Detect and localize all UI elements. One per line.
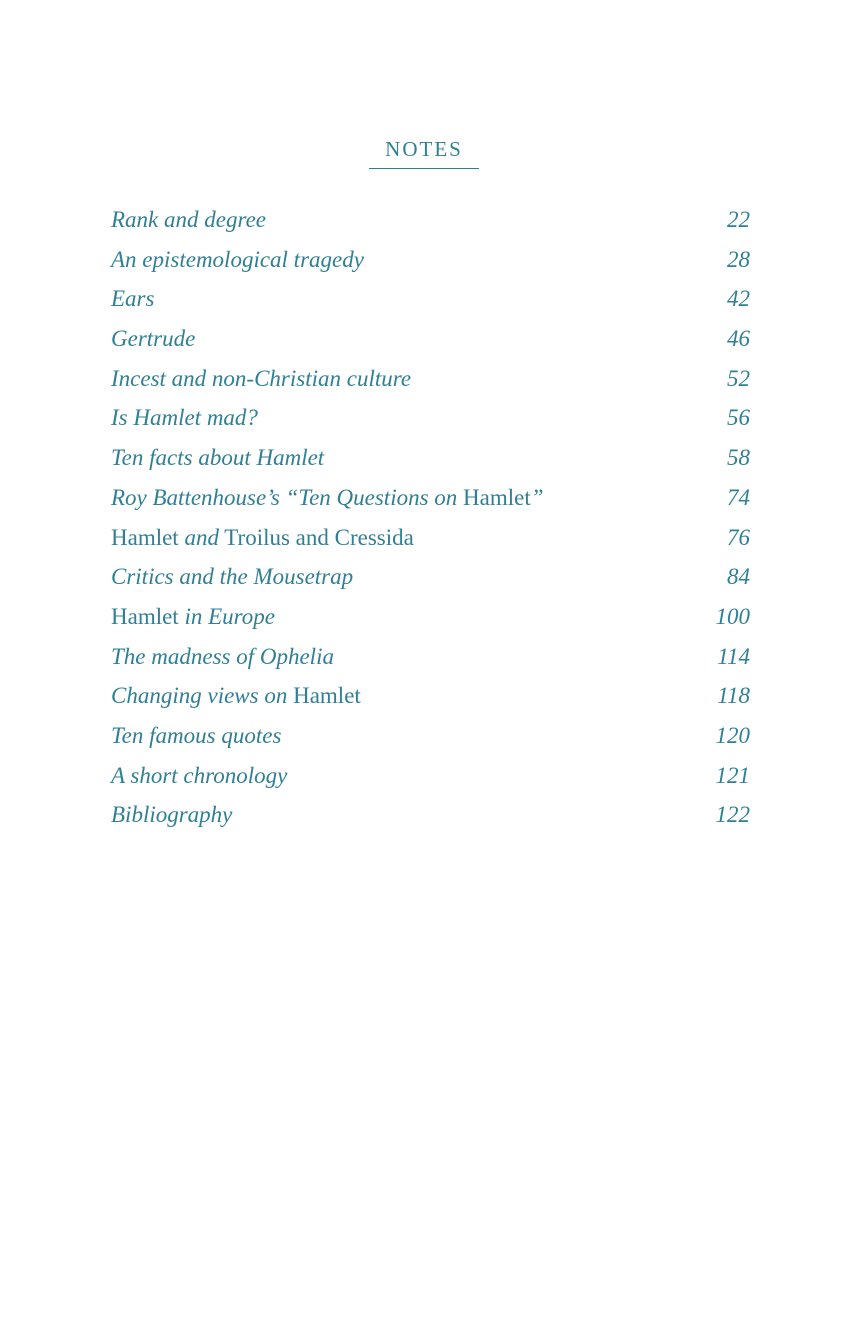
toc-entry-title [111, 797, 232, 833]
toc-entry-title-segment: Hamlet [463, 484, 531, 510]
toc-entry[interactable] [111, 281, 750, 321]
toc-entry-title-segment: Hamlet [111, 524, 185, 550]
toc-entry-title-segment: and [184, 524, 219, 550]
toc-entry[interactable] [111, 361, 750, 401]
notes-list [111, 202, 750, 837]
toc-entry-page-number: 118 [717, 683, 750, 709]
toc-entry[interactable] [111, 639, 750, 679]
toc-entry-title [111, 440, 324, 476]
toc-entry-title [111, 281, 154, 317]
toc-entry-page-number: 84 [727, 564, 750, 590]
toc-entry[interactable] [111, 797, 750, 837]
toc-entry-page-number: 56 [727, 405, 750, 431]
toc-entry[interactable] [111, 758, 750, 798]
toc-entry-title-segment: Ten famous quotes [111, 722, 282, 748]
toc-entry-title [111, 678, 361, 714]
toc-entry[interactable] [111, 400, 750, 440]
toc-entry-title-segment: Hamlet [111, 603, 185, 629]
toc-entry-title-segment: Ears [111, 286, 155, 312]
toc-entry-title [111, 639, 334, 675]
toc-entry-page-number: 28 [727, 246, 750, 272]
toc-entry[interactable] [111, 480, 750, 520]
toc-entry[interactable] [111, 520, 750, 560]
toc-entry-title [111, 400, 258, 436]
toc-entry-title-segment: Ten facts about Hamlet [111, 445, 325, 471]
toc-entry-page-number: 122 [715, 802, 750, 828]
toc-entry-title [111, 599, 275, 635]
toc-entry[interactable] [111, 599, 750, 639]
toc-entry[interactable] [111, 242, 750, 282]
toc-entry-title [111, 202, 266, 238]
toc-entry-title-segment: A short chronology [111, 762, 288, 788]
toc-entry-title-segment: ” [530, 484, 544, 510]
toc-entry-title [111, 321, 195, 357]
toc-entry-page-number: 74 [727, 484, 750, 510]
toc-entry[interactable] [111, 678, 750, 718]
toc-entry-page-number: 42 [727, 286, 750, 312]
toc-entry-title-segment: Incest and non-Christian culture [111, 365, 412, 391]
toc-entry-title-segment: Is Hamlet mad? [111, 405, 258, 431]
toc-entry-title-segment: Critics and the Mousetrap [111, 564, 354, 590]
toc-entry-title-segment: Changing views on [111, 683, 294, 709]
toc-entry[interactable] [111, 321, 750, 361]
toc-entry[interactable] [111, 202, 750, 242]
toc-entry-title-segment: Bibliography [111, 802, 233, 828]
toc-entry-title-segment: Gertrude [111, 326, 196, 352]
toc-entry-title [111, 242, 364, 278]
toc-entry-title [111, 559, 353, 595]
toc-entry-page-number: 100 [715, 603, 750, 629]
toc-entry-title [111, 480, 544, 516]
toc-entry-page-number: 52 [727, 365, 750, 391]
toc-entry-title-segment: in Europe [184, 603, 275, 629]
toc-entry-title [111, 520, 414, 556]
toc-entry[interactable] [111, 440, 750, 480]
toc-entry-page-number: 22 [727, 207, 750, 232]
toc-entry-title-segment: An epistemological tragedy [111, 246, 364, 272]
toc-entry-title-segment: Roy Battenhouse’s “Ten Questions on [111, 484, 464, 510]
toc-entry[interactable] [111, 718, 750, 758]
toc-entry-page-number: 120 [715, 722, 750, 748]
toc-entry-title-segment: The madness of Ophelia [111, 643, 334, 669]
toc-entry-page-number: 121 [715, 762, 750, 788]
toc-entry-title-segment: Troilus and Cressida [218, 524, 414, 550]
toc-entry-page-number: 76 [727, 524, 750, 550]
toc-entry-title-segment: Hamlet [293, 683, 361, 709]
toc-entry[interactable] [111, 559, 750, 599]
toc-entry-title [111, 718, 281, 754]
toc-entry-page-number: 114 [717, 643, 750, 669]
toc-entry-title [111, 361, 411, 397]
page-heading: NOTES [369, 136, 479, 169]
toc-entry-title-segment: Rank and degree [111, 207, 266, 232]
toc-entry-page-number: 46 [727, 326, 750, 352]
toc-entry-title [111, 758, 287, 794]
heading-container [0, 136, 848, 169]
toc-entry-page-number: 58 [727, 445, 750, 471]
